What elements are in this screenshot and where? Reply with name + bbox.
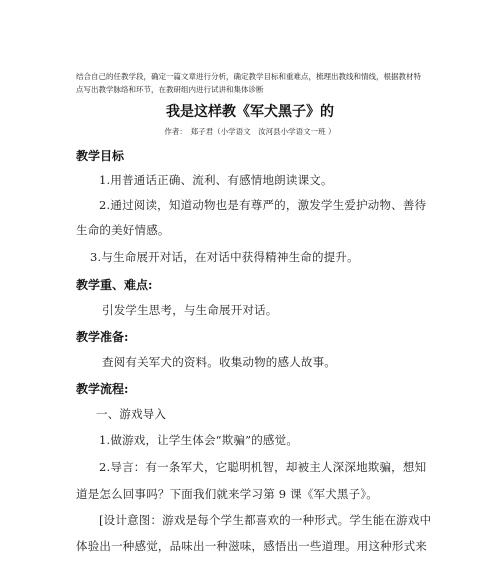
heading-teaching-flow: 教学流程: [76,382,129,396]
flow-part-1-title: 一、游戏导入 [96,407,167,421]
goal-item-1: 1.用普通话正确、流利、有感情地朗读课文。 [99,173,333,187]
design-intent-line-2: 体验出一种感觉，品味出一种滋味，感悟出一些道理。用这种形式来 [76,539,427,553]
key-points-text: 引发学生思考，与生命展开对话。 [102,303,278,317]
flow-step-2-line-1: 2.导言：有一条军犬，它聪明机智，却被主人深深地欺骗，想知 [99,460,427,474]
flow-step-1: 1.做游戏，让学生体会“欺骗”的感觉。 [99,433,299,447]
instructions-line-1: 结合自己的任教学段，确定一篇文章进行分析，确定教学目标和重难点，梳理出教线和情线，根据教材特 [76,72,421,81]
author-byline: 作者： 郑子君（小学语文 汝河县小学语文一班 ） [164,127,336,136]
heading-teaching-goals: 教学目标 [76,149,125,163]
heading-preparation: 教学准备: [76,330,129,344]
goal-item-3: 3.与生命展开对话，在对话中获得精神生命的提升。 [90,250,359,264]
goal-item-2-line-2: 生命的美好情感。 [76,223,170,237]
goal-item-2-line-1: 2.通过阅读，知道动物也是有尊严的，激发学生爱护动物、善待 [99,198,427,212]
heading-key-points: 教学重、难点: [76,278,153,292]
preparation-text: 查阅有关军犬的资料。收集动物的感人故事。 [102,355,336,369]
document-title: 我是这样教《军犬黑子》的 [166,104,334,120]
design-intent-line-1: [设计意图：游戏是每个学生都喜欢的一种形式。学生能在游戏中 [99,513,432,527]
flow-step-2-line-2: 道是怎么回事吗？下面我们就来学习第 9 课《军犬黑子》。 [76,487,378,501]
instructions-line-2: 点写出教学脉络和环节，在教研组内进行试讲和集体诊断 [76,85,264,94]
assignment-instructions [76,70,436,96]
